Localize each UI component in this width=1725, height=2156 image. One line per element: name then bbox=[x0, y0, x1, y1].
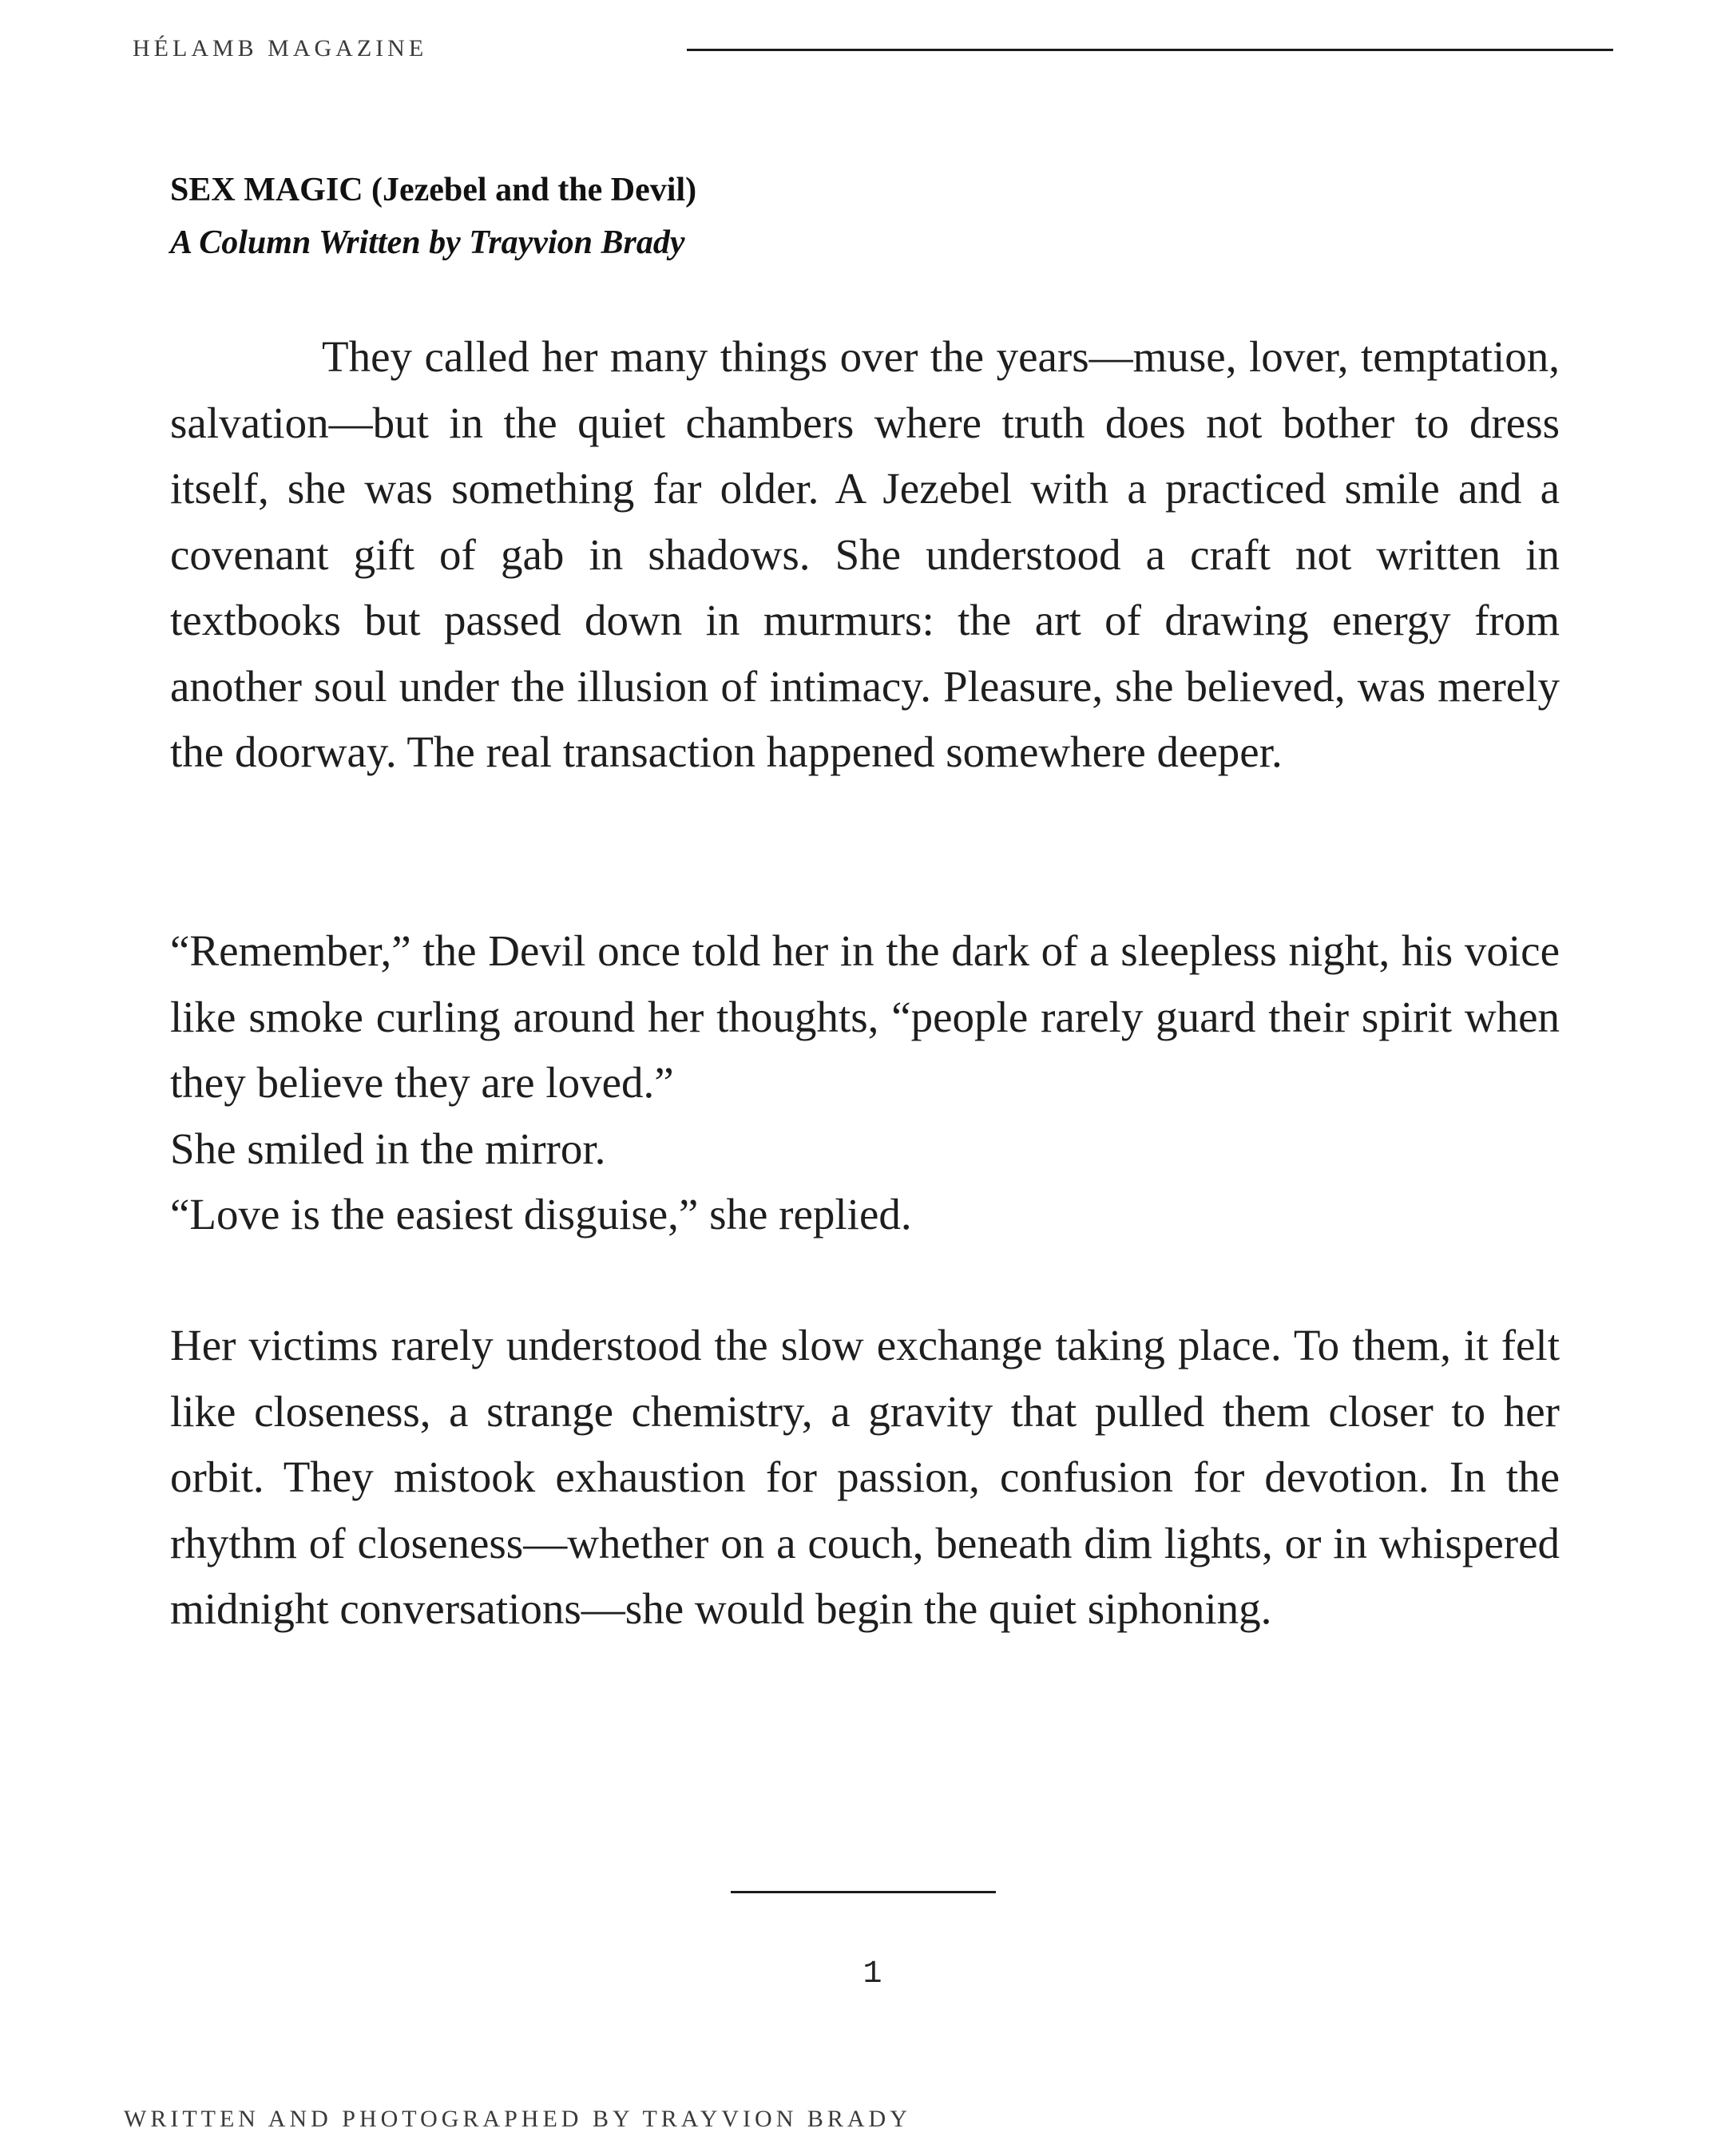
article-title: SEX MAGIC (Jezebel and the Devil) bbox=[170, 172, 697, 208]
dialogue-line: She smiled in the mirror. bbox=[170, 1124, 606, 1173]
paragraph: Her victims rarely understood the slow exchange taking place. To them, it felt like closeness, a strange chemistry, a gravity that pulled them closer to her orbit. They mistook exhaustion for passion, confusion for devotion. In the rhythm of closeness—whether on a couch, beneath dim lights, or in whispered midnight conversations—she would begin the quiet siphoning. bbox=[170, 1321, 1560, 1633]
magazine-brand: HÉLAMB MAGAZINE bbox=[133, 35, 428, 61]
footer-divider bbox=[731, 1891, 996, 1893]
dialogue-line: “Remember,” the Devil once told her in the dark of a sleepless night, his voice like smoke curling around her thoughts, “people rarely guard their spirit when they believe they are loved.” bbox=[170, 926, 1560, 1107]
paragraph: They called her many things over the years—muse, lover, temptation, salvation—but in the quiet chambers where truth does not bother to dress itself, she was something far older. A Jezebel with a practiced smile and a covenant gift of gab in shadows. She understood a craft not written in textbooks but passed down in murmurs: the art of drawing energy from another soul under the illusion of intimacy. Pleasure, she believed, was merely the doorway. The real transaction happened somewhere deeper. bbox=[170, 332, 1560, 776]
article-dialogue bbox=[170, 918, 1560, 1248]
footer-credit: WRITTEN AND PHOTOGRAPHED BY TRAYVION BRADY bbox=[124, 2106, 911, 2132]
page-number: 1 bbox=[862, 1956, 882, 1992]
article-body-closing bbox=[170, 1313, 1560, 1643]
article-body-intro bbox=[170, 324, 1560, 786]
dialogue-line: “Love is the easiest disguise,” she replied. bbox=[170, 1190, 912, 1239]
article-byline: A Column Written by Trayvion Brady bbox=[170, 224, 685, 261]
header-divider bbox=[687, 49, 1613, 51]
